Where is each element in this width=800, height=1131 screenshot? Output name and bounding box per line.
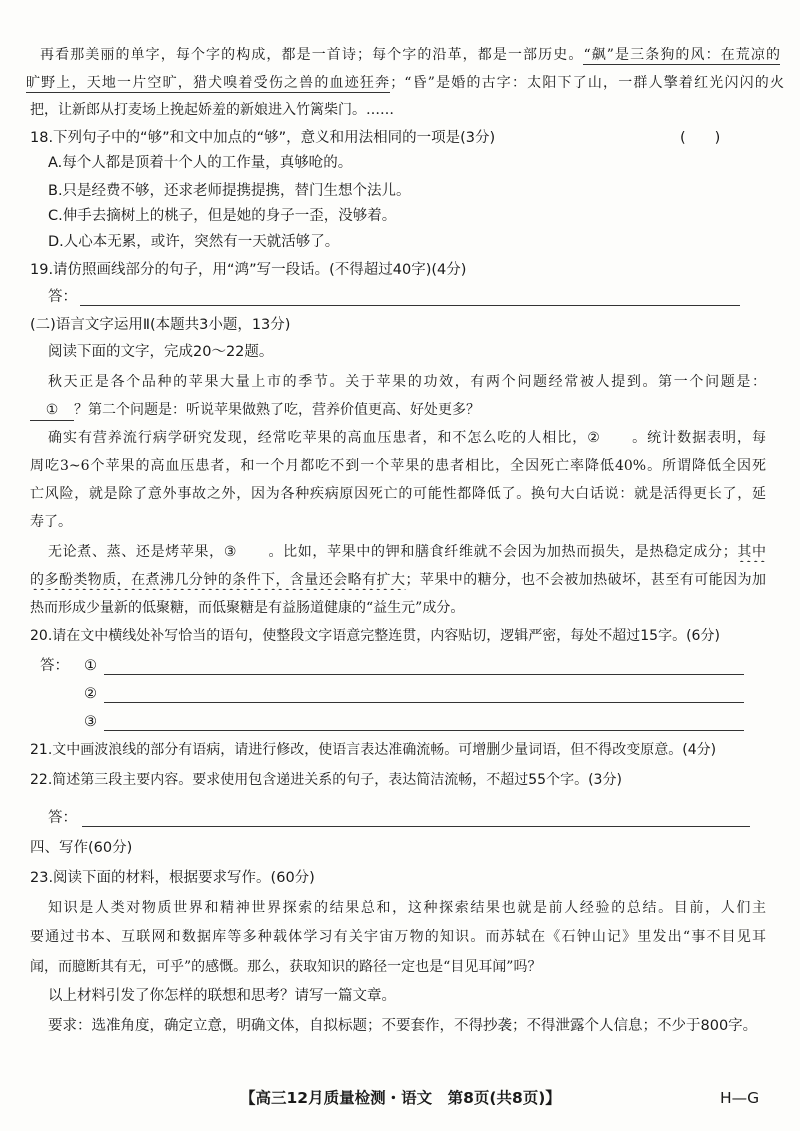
answer-paren: ( ) [680,130,721,146]
text: 再看那美丽的单字，每个字的构成，都是一首诗；每个字的沿革，都是一部历史。 [40,47,584,63]
passage-line [30,400,480,421]
writing-requirements: 要求：选准角度，确定立意，明确文体，自拟标题；不要套作，不得抄袭；不得泄露个人信息；不少于800字。 [48,1018,758,1034]
text: ；苹果中的糖分，也不会被加热破坏，甚至有可能因为加 [405,572,766,588]
answer-label: 答： [48,289,77,305]
answer-mark-1: ① [84,658,97,674]
option-b: B.只是经费不够，还求老师提携提携，替门生想个法儿。 [48,183,411,199]
underlined-text: “飙”是三条狗的风：在荒凉的 [583,47,780,63]
passage-line: 寿了。 [30,514,72,530]
answer-line[interactable] [82,826,750,827]
text: 。比如，苹果中的钾和膳食纤维就不会因为加热而损失，是热稳定成分； [267,544,737,560]
writing-prompt: 以上材料引发了你怎样的联想和思考？请写一篇文章。 [48,988,396,1004]
question-20: 20.请在文中横线处补写恰当的语句，使整段文字语意完整连贯，内容贴切，逻辑严密，每处不超过15字。(6分) [30,628,720,644]
page-footer: 【高三12月质量检测・语文 第8页(共8页)】 [240,1089,561,1107]
text: ？第二个问题是：听说苹果做熟了吃，营养价值更高、好处更多？ [74,402,480,418]
passage-line [48,428,766,448]
wavy-underlined-text: 其中 [736,544,766,560]
material-line: 要通过书本、互联网和数据库等多种载体学习有关宇宙万物的知识。而苏轼在《石钟山记》里发出“事不目见耳 [30,929,766,945]
wavy-underlined-text: 的多酚类物质，在煮沸几分钟的条件下，含量还会略有扩大 [30,572,406,588]
option-a: A.每个人都是顶着十个人的工作量，真够呛的。 [48,155,353,171]
answer-label: 答： [48,810,77,826]
instruction: 阅读下面的文字，完成20～22题。 [48,344,274,360]
option-d: D.人心本无累，或许，突然有一天就活够了。 [48,234,340,250]
answer-line-3[interactable] [104,730,744,731]
passage-line: 热而形成少量新的低聚糖，而低聚糖是有益肠道健康的“益生元”成分。 [30,600,465,616]
text: 。统计数据表明，每 [631,430,766,446]
material-line: 闻，而臆断其有无，可乎”的感慨。那么，获取知识的路径一定也是“目见耳闻”吗？ [30,959,542,975]
passage-line: 周吃3~6个苹果的高血压患者，和一个月都吃不到一个苹果的患者相比，全因死亡率降低40%。所谓降低全因死 [30,458,766,474]
text: 无论煮、蒸、还是烤苹果， [48,544,224,560]
section-title: 四、写作(60分) [30,840,133,856]
passage-line: 秋天正是各个品种的苹果大量上市的季节。关于苹果的功效，有两个问题经常被人提到。第一个问题是： [48,374,766,390]
passage-line [26,73,784,93]
question-22: 22.简述第三段主要内容。要求使用包含递进关系的句子，表达简洁流畅，不超过55个字。(3分) [30,772,622,788]
question-21: 21.文中画波浪线的部分有语病，请进行修改，使语言表达准确流畅。可增删少量词语，但不得改变原意。(4分) [30,742,717,758]
passage-line: 把，让新郎从打麦场上挽起娇羞的新娘进入竹篱柴门。…… [30,102,394,118]
answer-mark-2: ② [84,686,97,702]
answer-line-1[interactable] [104,674,744,675]
question-18: 18.下列句子中的“够”和文中加点的“够”，意义和用法相同的一项是(3分) [30,130,496,146]
answer-label: 答： [40,658,69,674]
answer-mark-3: ③ [84,714,97,730]
text: ；“昏”是婚的古字：太阳下了山，一群人擎着红光闪闪的火 [390,75,784,91]
passage-line [48,542,766,562]
paper-code: H—G [720,1089,760,1107]
section-title: (二)语言文字运用Ⅱ(本题共3小题，13分) [30,317,291,333]
option-c: C.伸手去摘树上的桃子，但是她的身子一歪，没够着。 [48,208,397,224]
blank-2: ② [587,428,631,448]
answer-line[interactable] [80,305,740,306]
question-19: 19.请仿照画线部分的句子，用“鸿”写一段话。(不得超过40字)(4分) [30,262,467,278]
text: 确实有营养流行病学研究发现，经常吃苹果的高血压患者，和不怎么吃的人相比， [48,430,588,446]
material-line: 知识是人类对物质世界和精神世界探索的结果总和，这种探索结果也就是前人经验的总结。目前，人们主 [48,900,766,916]
blank-1: ① [30,400,74,421]
blank-3: ③ [224,542,268,562]
passage-line [30,570,766,590]
passage-line: 亡风险，就是除了意外事故之外，因为各种疾病原因死亡的可能性都降低了。换句大白话说：就是活得更长了，延 [30,486,766,502]
underlined-text: 旷野上，天地一片空旷，猎犬嗅着受伤之兽的血迹狂奔 [26,75,391,91]
question-23: 23.阅读下面的材料，根据要求写作。(60分) [30,870,315,886]
answer-line-2[interactable] [104,702,744,703]
passage-line [40,45,780,65]
